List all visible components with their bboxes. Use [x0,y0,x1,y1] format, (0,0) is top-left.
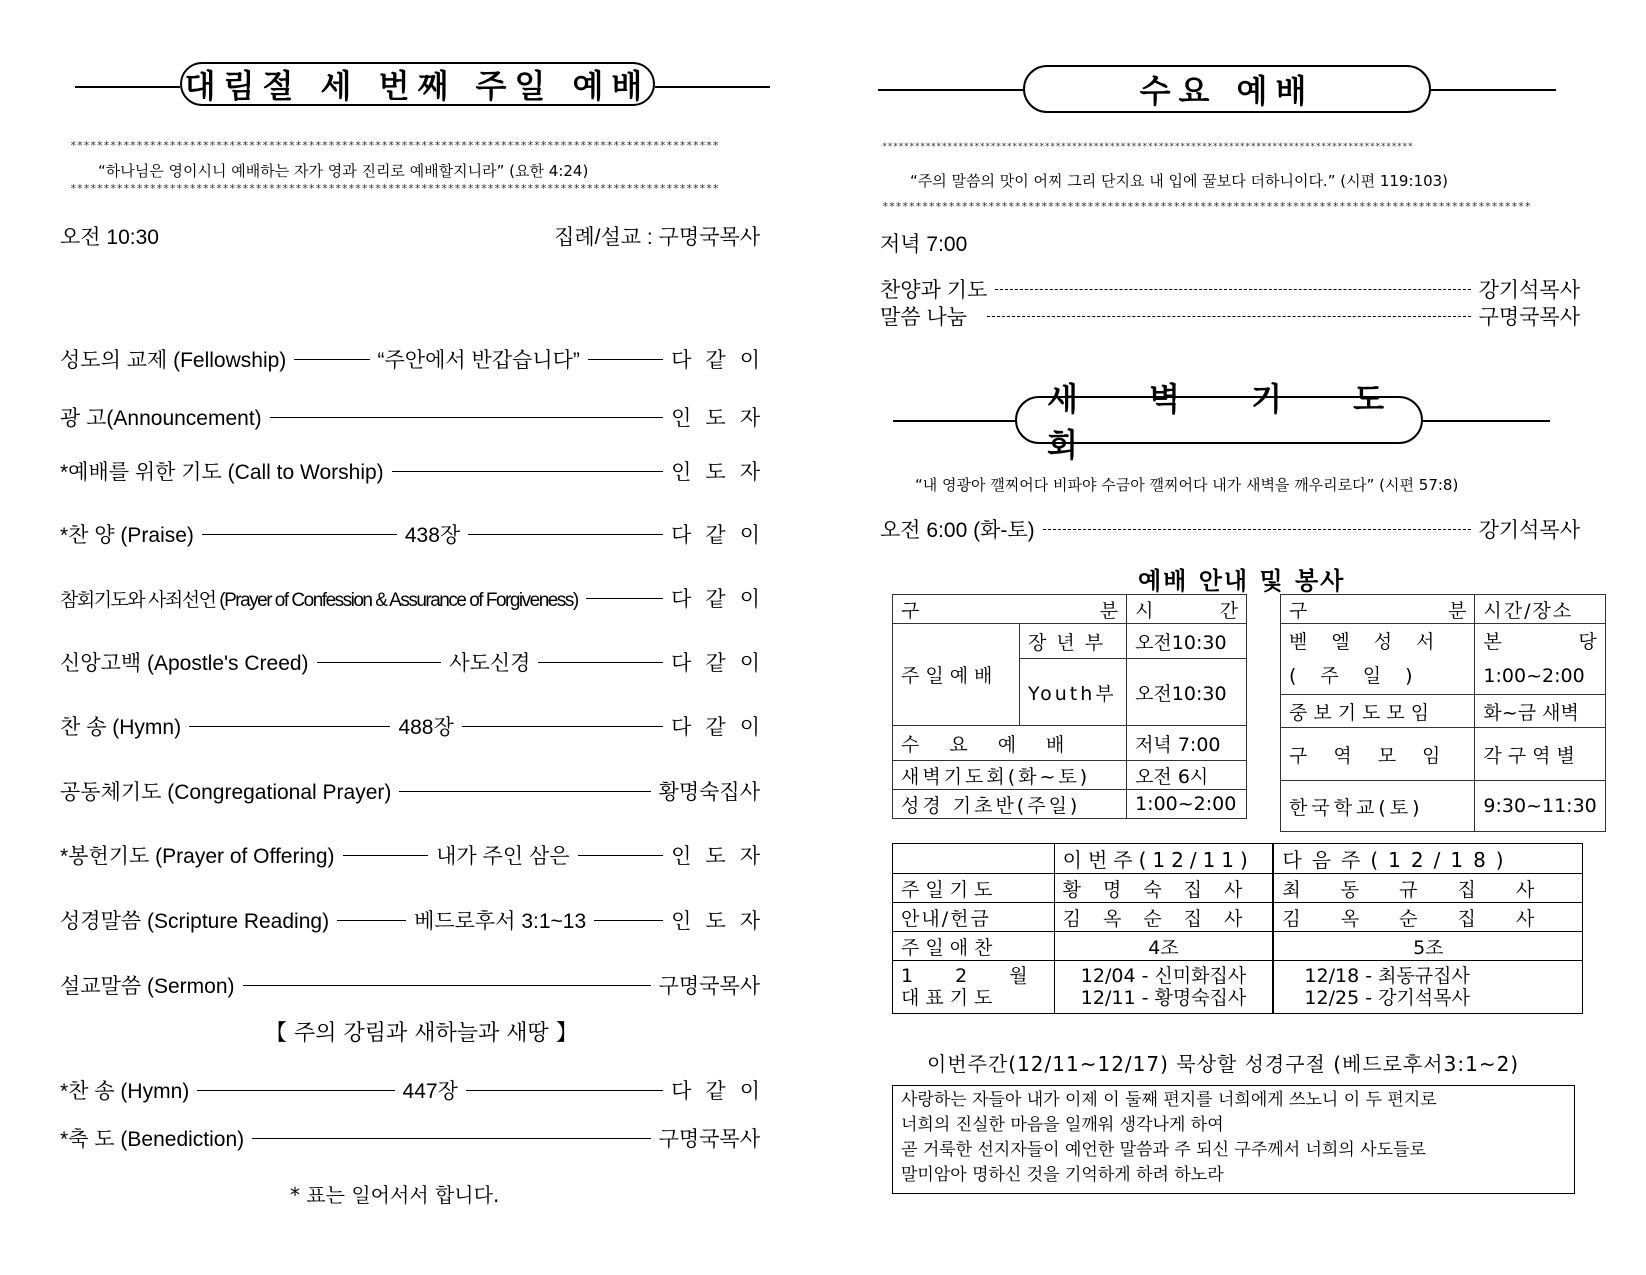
order-item-leader: 다같이 [671,524,774,547]
sunday-service-label: 주일예배 [893,624,1020,726]
dash-leader [399,791,650,792]
order-item-label: 성경말씀 (Scripture Reading) [60,910,330,933]
order-item [60,519,774,549]
roster-label: 주일기도 [893,874,1055,903]
youth-label: Youth부 [1020,659,1127,726]
next-week-header: 다음주(12/18) [1274,844,1583,874]
dash-leader [1043,529,1471,530]
order-item-leader: 인도자 [671,407,774,430]
main-service-title: 대림절 세 번째 주일 예배 [180,62,655,106]
order-item-label: 신앙고백 (Apostle's Creed) [60,652,309,675]
order-item [60,776,760,806]
order-item-detail: 사도신경 [449,652,531,675]
dawn-label: 새벽기도회(화~토) [893,761,1127,790]
order-item-label: *봉헌기도 (Prayer of Offering) [60,845,335,868]
wednesday-banner [878,65,1556,113]
stars-divider-bottom: ************************************************************************************************** [882,200,1532,213]
dash-leader [468,534,663,535]
roster-next: 김옥순집사 [1274,903,1583,932]
banner-line-right [1431,89,1556,91]
item-leader: 구명국목사 [1478,306,1580,329]
order-item-leader: 인도자 [671,845,774,868]
banner-line-left [878,89,1023,91]
roster-label: 안내/헌금 [893,903,1055,932]
order-item-leader: 다같이 [671,588,774,611]
dash-leader [466,1090,663,1091]
roster-next: 최동규집사 [1274,874,1583,903]
monthly-prayer-label: 1 2 월 대표기도 [893,961,1055,1014]
dash-leader [995,289,1470,290]
wednesday-label: 수요예배 [893,726,1127,761]
dash-leader [337,920,406,921]
verse-line: 말미암아 명하신 것을 기억하게 하려 하노라 [901,1165,1224,1185]
item-label: 찬양과 기도 [880,279,988,302]
wednesday-item [880,274,1580,304]
bethel-time: 본 당 1:00~2:00 [1475,624,1605,695]
dawn-time: 오전 6:00 (화-토) [880,519,1035,542]
sermon-title: 【 주의 강림과 새하늘과 새땅 】 [265,1021,578,1046]
wednesday-title: 수요 예배 [1023,65,1431,113]
order-item-leader: 다같이 [671,1080,774,1103]
wednesday-time: 저녁 7:00 [880,233,968,256]
wednesday-verse: “주의 말씀의 맛이 어찌 그리 단지요 내 입에 꿀보다 더하니이다.” (시편 119:103) [910,172,1449,190]
order-item-detail: 438장 [404,524,461,547]
order-item-detail: “주안에서 반갑습니다” [377,349,580,372]
adult-label: 장년부 [1020,624,1127,659]
meditation-verse-box [892,1085,1575,1194]
roster-this: 황명숙집사 [1054,874,1273,903]
order-item-label: *찬 송 (Hymn) [60,1080,190,1103]
order-item-label: *축 도 (Benediction) [60,1128,245,1151]
item-leader: 강기석목사 [1478,279,1580,302]
korean-school-time: 9:30~11:30 [1475,781,1605,832]
order-item [60,711,775,741]
dash-leader [538,662,663,663]
order-item-leader: 인도자 [671,461,774,484]
item-label: 말씀 나눔 [880,306,967,329]
bible-class-time: 1:00~2:00 [1127,790,1247,819]
guide-title: 예배 안내 및 봉사 [1138,567,1346,595]
service-time: 오전 10:30 [60,226,159,249]
banner-line-right [655,86,770,88]
this-week-header: 이번주(12/11) [1054,844,1273,874]
dash-leader [586,598,663,599]
schedule-table-left [892,594,1247,819]
roster-this: 4조 [1054,932,1273,961]
verse-line: 너희의 진실한 마음을 일깨워 생각나게 하여 [901,1115,1224,1135]
dawn-time-cell: 오전 6시 [1127,761,1247,790]
order-item-detail: 447장 [402,1080,458,1103]
dash-leader [252,1138,650,1139]
roster-next: 5조 [1274,932,1583,961]
order-item [60,970,760,1000]
stars-divider-top: ************************************************************************************************** [882,142,1414,152]
order-item [60,905,775,935]
dash-leader [294,359,369,360]
dawn-verse: “내 영광아 깰찌어다 비파야 수금아 깰찌어다 내가 새벽을 깨우리로다” (시편 57:8) [915,476,1459,494]
header-time: 시 간 [1127,595,1247,624]
wednesday-time-cell: 저녁 7:00 [1127,726,1247,761]
dash-leader [197,1090,394,1091]
order-item-detail: 내가 주인 삼은 [436,845,570,868]
standing-note: * 표는 일어서서 합니다. [290,1183,500,1207]
dash-leader [578,855,664,856]
dash-leader [343,855,429,856]
order-item-leader: 구명국목사 [658,975,760,998]
dawn-leader: 강기석목사 [1478,519,1580,542]
officiant: 집례/설교 : 구명국목사 [554,226,760,249]
order-item [60,583,774,613]
meditation-title: 이번주간(12/11~12/17) 묵상할 성경구절 (베드로후서3:1~2) [927,1052,1520,1076]
bible-class-label: 성경 기초반(주일) [893,790,1127,819]
dash-leader [189,726,390,727]
header-division: 구 분 [1281,595,1475,624]
order-item-label: 찬 송 (Hymn) [60,716,182,739]
service-roster-table [892,843,1583,1014]
banner-line-left [893,420,1015,422]
order-item [60,647,775,677]
order-item-label: 광 고(Announcement) [60,407,262,430]
korean-school-label: 한국학교(토) [1281,781,1475,832]
order-item-label: *찬 양 (Praise) [60,524,194,547]
schedule-table-right [1280,594,1606,832]
order-item [60,344,774,374]
stars-divider-bottom: ************************************************************************************************** [70,182,720,195]
bethel-label: 벧엘성서 (주일) [1281,624,1475,695]
order-item-leader: 다같이 [671,716,775,739]
dawn-title: 새 벽 기 도 회 [1015,396,1423,444]
dash-leader [317,662,442,663]
dash-leader [392,471,663,472]
order-item-leader: 황명숙집사 [658,781,760,804]
banner-line-left [75,86,180,88]
order-item [60,840,774,870]
order-item-leader: 다같이 [671,349,774,372]
header-time-place: 시간/장소 [1475,595,1605,624]
dawn-item [880,514,1580,544]
order-item [60,456,774,486]
header-division: 구 분 [893,595,1127,624]
verse-line: 곧 거룩한 선지자들이 예언한 말씀과 주 되신 구주께서 너희의 사도들로 [901,1140,1426,1160]
dash-leader [243,985,651,986]
wednesday-item [880,301,1580,331]
verse-line: 사랑하는 자들아 내가 이제 이 둘째 편지를 너희에게 쓰노니 이 두 편지로 [901,1090,1437,1110]
banner-line-right [1423,420,1550,422]
order-item-label: 성도의 교제 (Fellowship) [60,349,287,372]
order-item-detail: 488장 [398,716,454,739]
dash-leader [987,316,1471,317]
district-time: 각구역별 [1475,728,1605,781]
roster-label: 주일애찬 [893,932,1055,961]
order-item-leader: 다같이 [671,652,775,675]
roster-corner [893,844,1055,874]
main-service-verse: “하나님은 영이시니 예배하는 자가 영과 진리로 예배할지니라” (요한 4:24) [98,162,589,180]
order-item-label: 참회기도와 사죄선언 (Prayer of Confession & Assurance of Forgiveness) [60,589,578,611]
dash-leader [270,417,663,418]
stars-divider-top: ************************************************************************************************** [70,139,720,152]
monthly-prayer-next: 12/18 - 최동규집사 12/25 - 강기석목사 [1274,961,1583,1014]
dawn-banner [893,380,1550,464]
monthly-prayer-this: 12/04 - 신미화집사 12/11 - 황명숙집사 [1054,961,1273,1014]
order-item-label: 설교말씀 (Sermon) [60,975,235,998]
order-item-label: *예배를 위한 기도 (Call to Worship) [60,461,384,484]
adult-time: 오전10:30 [1127,624,1247,659]
order-item-detail: 베드로후서 3:1~13 [414,910,587,933]
dash-leader [588,359,663,360]
roster-this: 김옥순집사 [1054,903,1273,932]
order-item [60,402,774,432]
youth-time: 오전10:30 [1127,659,1247,726]
dash-leader [202,534,397,535]
dash-leader [462,726,663,727]
order-item-leader: 인도자 [671,910,775,933]
order-item-label: 공동체기도 (Congregational Prayer) [60,781,392,804]
district-label: 구역모임 [1281,728,1475,781]
intercession-time: 화~금 새벽 [1475,695,1605,728]
order-item [60,1075,774,1105]
intercession-label: 중보기도모임 [1281,695,1475,728]
order-item-leader: 구명국목사 [658,1128,760,1151]
order-item [60,1123,760,1153]
main-service-banner [75,62,770,110]
dash-leader [594,920,663,921]
